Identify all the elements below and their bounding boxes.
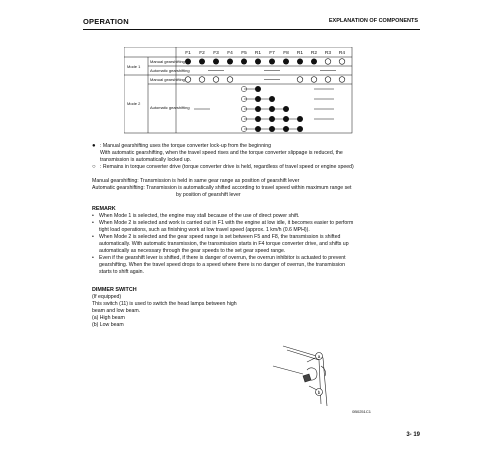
gear-F5: F5: [241, 51, 247, 56]
dimmer-line2: beam and low beam.: [92, 308, 141, 314]
page-number: 3- 19: [406, 432, 420, 438]
remark-list: [92, 213, 422, 276]
dimmer-heading: DIMMER SWITCH: [92, 287, 137, 293]
gear-R2: R2: [310, 51, 318, 56]
gear-R4: R4: [338, 51, 346, 56]
remark-item-cont: automatically. With automatic transmission, the transmission starts in F4 torque converter drive, and shifts up: [99, 241, 349, 247]
header-rule: [83, 29, 420, 30]
manual-desc: Manual gearshifting: Transmission is held in same gear range as position of gearshift lever: [92, 178, 300, 184]
mode1-auto-label: Automatic gearshifting: [150, 68, 190, 73]
mode2-manual-label: Manual gearshifting: [150, 77, 185, 82]
dimmer-line1: This switch (11) is used to switch the head lamps between high: [92, 301, 237, 307]
gear-R3: R3: [324, 51, 332, 56]
legend-filled: ● : Manual gearshifting uses the torque converter lock-up from the beginning: [92, 143, 271, 149]
mode1-manual-label: Manual gearshifting: [150, 59, 185, 64]
remark-item-cont: starts to shift again.: [99, 269, 144, 275]
label-a: a: [317, 354, 321, 359]
remark-item-cont: gearshifting. When the travel speed drops to a speed where there is no danger of overrun, the transmission: [99, 262, 345, 268]
remark-item: • When Mode 1 is selected, the engine may stall because of the use of direct power shift.: [92, 213, 422, 220]
dimmer-subtitle: (If equipped): [92, 294, 122, 300]
dimmer-text: [92, 294, 282, 329]
gearshift-table: [124, 47, 354, 142]
gear-F4: F4: [227, 51, 233, 56]
legend-filled-line3: transmission is automatically locked up.: [100, 157, 192, 163]
remark-item-cont: tight load operations, such as finishing work at low travel speed (approx. 1 km/h (0.6 MPH)).: [99, 227, 310, 233]
dimmer-switch-figure: [263, 336, 373, 414]
gear-F6: R1: [254, 51, 262, 56]
legend-open: ○ : Remains in torque converter drive (torque converter drive is held, regardless of travel speed or engine speed): [92, 164, 354, 170]
mode2-label: Mode 2: [127, 101, 141, 106]
gear-F7: F7: [269, 51, 275, 56]
filled-circle-icon: ●: [92, 143, 96, 149]
section-title: OPERATION: [83, 17, 129, 26]
mode2-auto-label: Automatic gearshifting: [150, 105, 190, 110]
mode1-label: Mode 1: [127, 64, 141, 69]
section-subtitle: EXPLANATION OF COMPONENTS: [328, 18, 418, 24]
legend-filled-line2: With automatic gearshifting, when the travel speed rises and the torque converter slippage is reduced, the: [100, 150, 343, 156]
remark-item-cont: automatically as necessary through the gear speeds to the set gear speed range.: [99, 248, 286, 254]
dimmer-item-b: (b) Low beam: [92, 322, 124, 328]
gearshift-table-svg: [124, 47, 354, 137]
gear-F1: F1: [185, 51, 191, 56]
dimmer-switch-illustration: [263, 336, 373, 414]
remark-item: • When Mode 2 is selected and work is carried out in F1 with the engine at low idle, it becomes easier to perform: [92, 220, 422, 227]
automatic-desc-line2: by position of gearshift lever: [176, 192, 241, 198]
gear-F3: F3: [213, 51, 219, 56]
gear-R1: R1: [296, 51, 304, 56]
remark-item: • When Mode 2 is selected and the gear speed range is set between F5 and F8, the transmission is shifted: [92, 234, 422, 241]
gear-F2: F2: [199, 51, 205, 56]
remark-heading: REMARK: [92, 206, 116, 212]
dimmer-item-a: (a) High beam: [92, 315, 125, 321]
open-circle-icon: ○: [92, 164, 96, 170]
remark-item: • Even if the gearshift lever is shifted, if there is danger of overrun, the overrun inhibitor is actuated to prevent: [92, 255, 422, 262]
label-b: b: [317, 390, 321, 395]
gear-F8: F8: [283, 51, 289, 56]
figure-code: 0B0251C1: [352, 409, 371, 414]
automatic-desc: Automatic gearshifting: Transmission is automatically shifted according to travel speed within maximum range set: [92, 185, 352, 191]
